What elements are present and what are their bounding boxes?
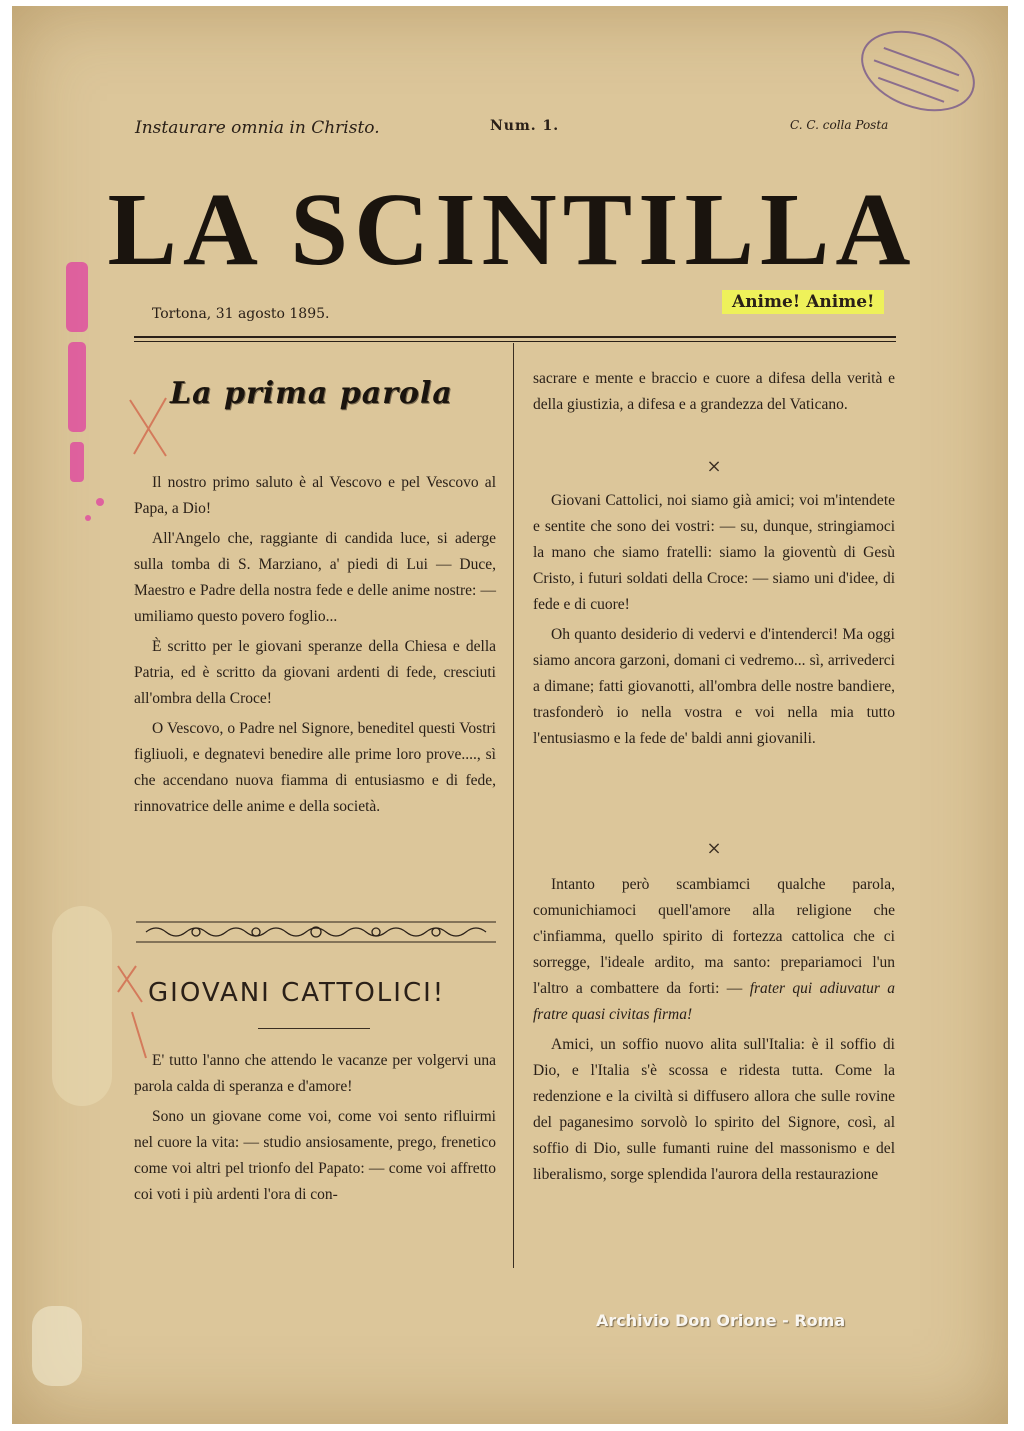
issue-number: Num. 1.	[490, 118, 560, 134]
article-title-prima-parola: La prima parola	[170, 376, 453, 411]
article2-body-right-middle	[533, 488, 895, 756]
article2-body-left	[134, 1048, 496, 1212]
paragraph: E' tutto l'anno che attendo le vacanze per volgervi una parola calda di speranza e d'amore!	[134, 1052, 496, 1095]
red-pencil-mark-icon	[126, 392, 174, 462]
title-underline	[258, 1028, 370, 1029]
paragraph: Oh quanto desiderio di vedervi e d'intenderci! Ma oggi siamo ancora garzoni, domani ci vedremo... sì, arrivederci a dimane; fatti giovanotti, all'ombra delle nostre bandiere, trasfonderò io nella vostra e voi nella mia tutto l'entusiasmo e la fede de' baldi anni giovanili.	[533, 626, 895, 747]
column-divider	[513, 343, 514, 1268]
slogan-highlighted: Anime! Anime!	[722, 290, 884, 314]
article1-body	[134, 470, 496, 824]
paragraph	[533, 872, 895, 1028]
paper-stain	[32, 1306, 82, 1386]
latin-quote: frater qui adiuvatur a fratre quasi civitas firma!	[533, 980, 896, 1023]
postal-note: C. C. colla Posta	[790, 118, 889, 132]
paper-stain	[52, 906, 112, 1106]
paragraph: Giovani Cattolici, noi siamo già amici; voi m'intendete e sentite che sono dei vostri: — su, dunque, stringiamoci la mano che siamo fratelli: siamo la gioventù di Gesù Cristo, i futuri soldati della Croce: — siamo uni d'idee, di fede e di cuore!	[533, 492, 895, 613]
dateline: Tortona, 31 agosto 1895.	[152, 306, 330, 322]
masthead: LA SCINTILLA	[107, 172, 917, 287]
section-separator: ×	[706, 838, 722, 859]
pink-stamp-mark-icon	[58, 262, 118, 532]
paragraph-text: Intanto però scambiamci qualche parola, comunichiamoci quell'amore alla religione che c'infiamma, quello spirito di fortezza cattolica che ci sorregge, l'ideale ardito, ma santo: prepariamoci l'un l'altro a combattere da forti: —	[533, 876, 895, 997]
ornamental-divider-icon	[136, 918, 496, 946]
paragraph: Il nostro primo saluto è al Vescovo e pel Vescovo al Papa, a Dio!	[134, 474, 496, 517]
paragraph: O Vescovo, o Padre nel Signore, beneditel questi Vostri figliuoli, e degnatevi benedire alle prime loro prove...., sì che accendano nuova fiamma di entusiasmo e di fede, rinnovatrice delle anime e della società.	[134, 720, 496, 815]
header-rule	[134, 336, 896, 338]
paragraph: Amici, un soffio nuovo alita sull'Italia: è il soffio di Dio, e l'Italia s'è scossa e ridesta tutta. Come la redenzione e la civiltà si diffusero allora che sulle rovine del paganesimo sorvolò lo spirito del Signore, così, al soffio di Dio, sulle fumanti ruine del massonismo e del liberalismo, sorge splendida l'aurora della restaurazione	[533, 1036, 895, 1183]
section-separator: ×	[706, 456, 722, 477]
red-pencil-mark-icon	[112, 962, 152, 1062]
paragraph: Sono un giovane come voi, come voi sento rifluirmi nel cuore la vita: — studio ansiosamente, prego, frenetico come voi altri pel trionfo del Papato: — come voi affretto coi voti i più ardenti l'ora di con-	[134, 1108, 496, 1203]
paragraph: All'Angelo che, raggiante di candida luce, si aderge sulla tomba di S. Marziano, a' piedi di Lui — Duce, Maestro e Padre della nostra fede e delle anime nostre: — umiliamo questo povero foglio...	[134, 530, 496, 625]
archive-stamp-icon	[848, 16, 988, 126]
paragraph: sacrare e mente e braccio e cuore a difesa della verità e della giustizia, a difesa e a grandezza del Vaticano.	[533, 370, 895, 413]
article2-body-right-top	[533, 366, 895, 422]
archive-watermark: Archivio Don Orione - Roma	[596, 1311, 846, 1330]
article2-body-right-bottom	[533, 872, 895, 1192]
motto: Instaurare omnia in Christo.	[135, 118, 380, 138]
article-title-giovani-cattolici: GIOVANI CATTOLICI!	[148, 978, 446, 1008]
header-rule-thin	[134, 341, 896, 342]
paragraph: È scritto per le giovani speranze della Chiesa e della Patria, ed è scritto da giovani ardenti di fede, cresciuti all'ombra della Croce!	[134, 638, 496, 707]
